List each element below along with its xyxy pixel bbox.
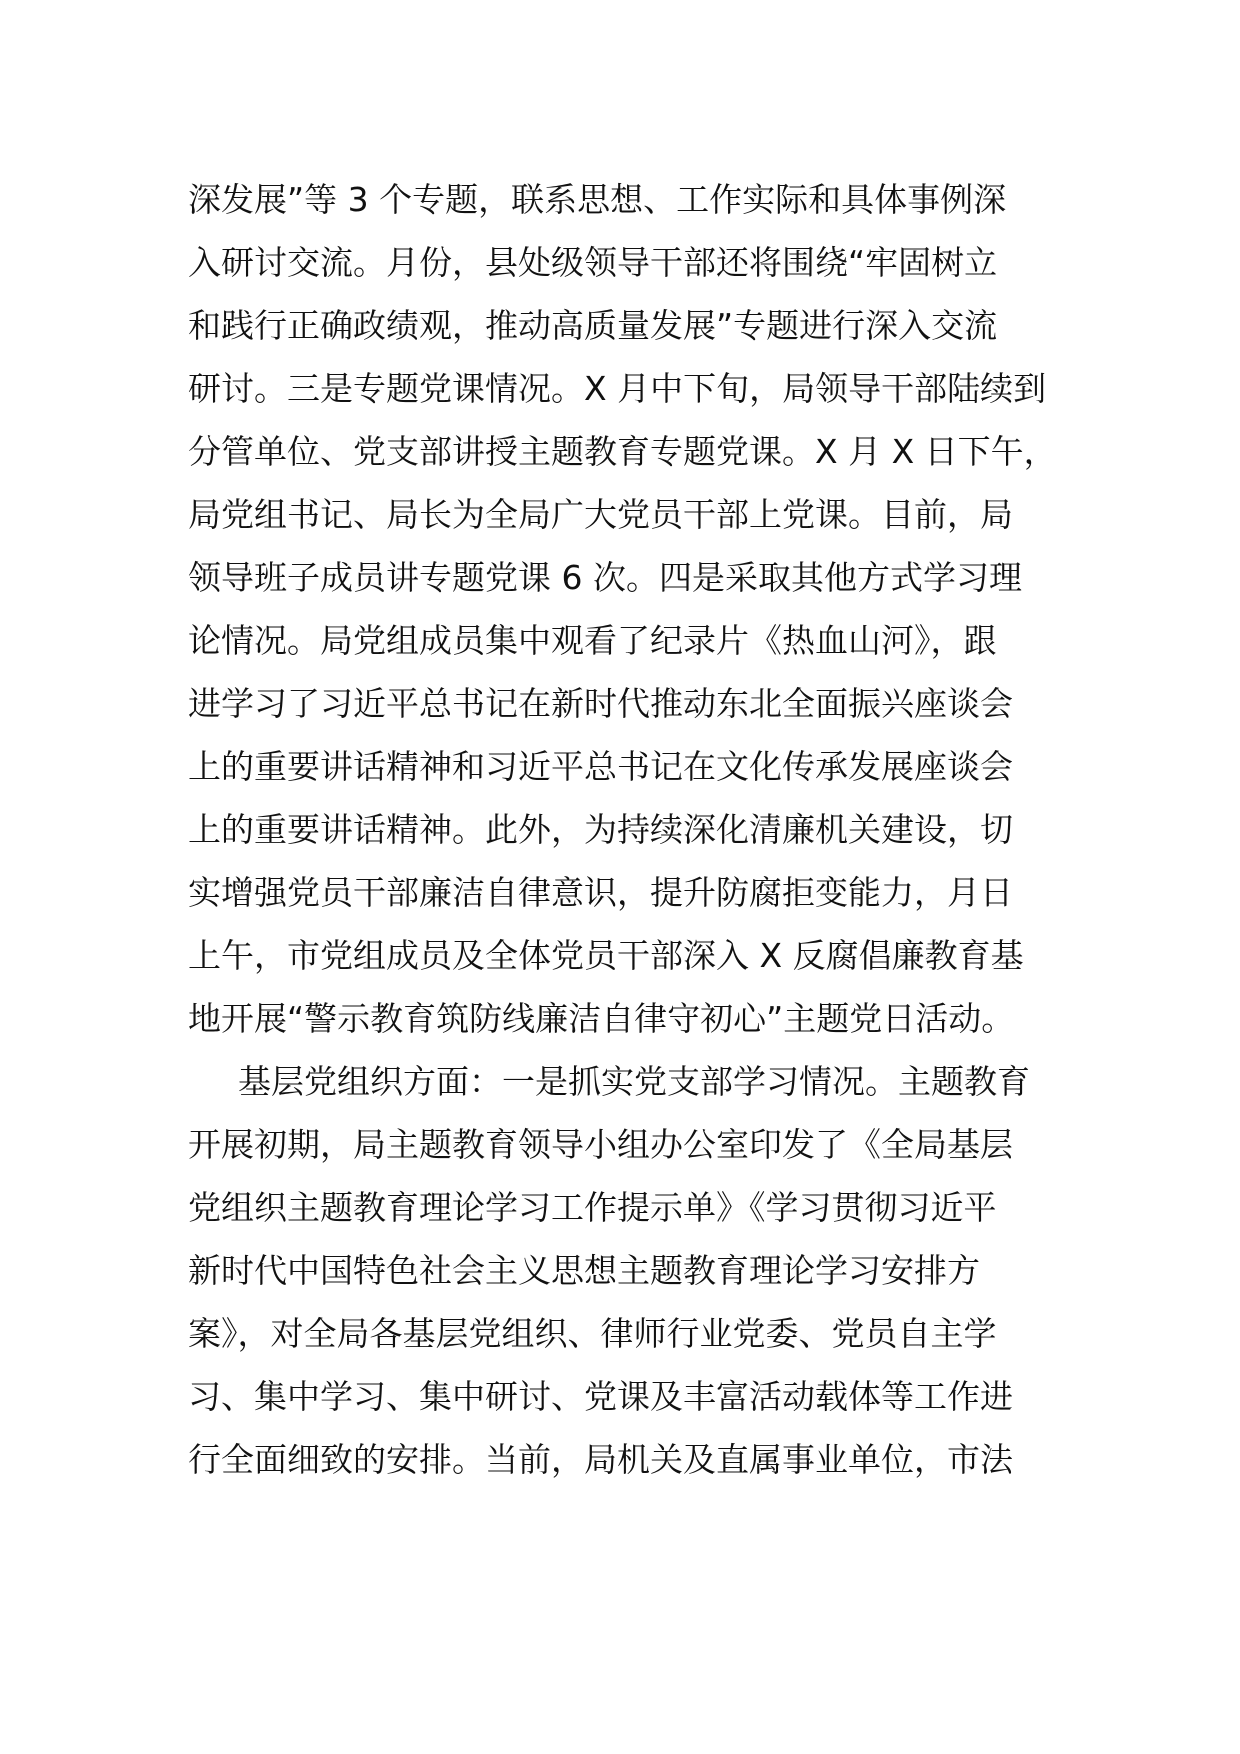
- text-line: 领导班子成员讲专题党课 6 次。四是采取其他方式学习理: [188, 558, 1022, 597]
- text-line: 地开展“警示教育筑防线廉洁自律守初心”主题党日活动。: [188, 999, 1015, 1038]
- text-line: 上午，市党组成员及全体党员干部深入 X 反腐倡廉教育基: [188, 936, 1024, 975]
- text-line: 局党组书记、局长为全局广大党员干部上党课。目前，局: [188, 495, 1013, 534]
- text-line: 上的重要讲话精神和习近平总书记在文化传承发展座谈会: [188, 747, 1013, 786]
- text-line: 实增强党员干部廉洁自律意识，提升防腐拒变能力，月日: [188, 873, 1013, 912]
- text-line: 研讨。三是专题党课情况。X 月中下旬，局领导干部陆续到: [188, 369, 1047, 408]
- text-line: 进学习了习近平总书记在新时代推动东北全面振兴座谈会: [188, 684, 1013, 723]
- body-text: [188, 168, 1068, 1491]
- text-line: 案》，对全局各基层党组织、律师行业党委、党员自主学: [188, 1314, 997, 1353]
- text-line: 上的重要讲话精神。此外，为持续深化清廉机关建设，切: [188, 810, 1013, 849]
- text-line: 和践行正确政绩观，推动高质量发展”专题进行深入交流: [188, 306, 998, 345]
- text-line: 入研讨交流。月份，县处级领导干部还将围绕“牢固树立: [188, 243, 998, 282]
- text-line: 开展初期，局主题教育领导小组办公室印发了《全局基层: [188, 1125, 1013, 1164]
- text-line: 习、集中学习、集中研讨、党课及丰富活动载体等工作进: [188, 1377, 1013, 1416]
- paragraph-start-line: 基层党组织方面：一是抓实党支部学习情况。主题教育: [238, 1062, 1030, 1101]
- text-line: 党组织主题教育理论学习工作提示单》《学习贯彻习近平: [188, 1188, 997, 1227]
- text-line: 新时代中国特色社会主义思想主题教育理论学习安排方: [188, 1251, 980, 1290]
- text-line: 分管单位、党支部讲授主题教育专题党课。X 月 X 日下午，: [188, 432, 1057, 471]
- text-line: 行全面细致的安排。当前，局机关及直属事业单位，市法: [188, 1440, 1013, 1479]
- text-line: 论情况。局党组成员集中观看了纪录片《热血山河》，跟: [188, 621, 997, 660]
- text-line: 深发展”等 3 个专题，联系思想、工作实际和具体事例深: [188, 180, 1007, 219]
